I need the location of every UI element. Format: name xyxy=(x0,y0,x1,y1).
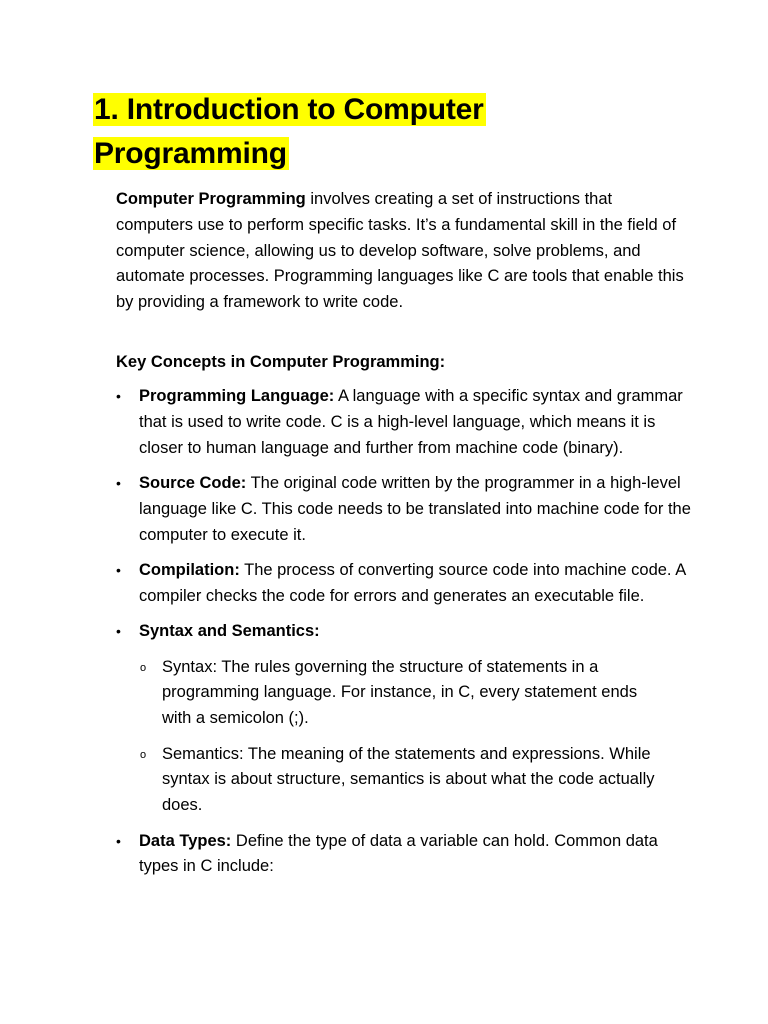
concept-term: Source Code: xyxy=(139,473,247,492)
concept-term: Programming Language: xyxy=(139,387,335,405)
sub-list-item: o Semantics: The meaning of the statements and expressions. While syntax is about structure, semantics is about what the code actually does. xyxy=(162,742,669,819)
intro-term: Computer Programming xyxy=(116,190,306,208)
concept-text: Define the type of data a variable can hold. Common data types in C include: xyxy=(139,831,658,876)
heading-line-1: 1. Introduction to Computer xyxy=(94,93,484,126)
list-item xyxy=(116,384,692,461)
intro-text: involves creating a set of instructions that computers use to perform specific tasks. It’s a fundamental skill in the field of computer science, allowing us to develop software, solve problems, and automate processes. Programming languages like C are tools that enable this by providing a framework to write code. xyxy=(116,190,684,312)
intro-paragraph xyxy=(116,187,692,316)
section-heading xyxy=(93,88,653,176)
list-item xyxy=(116,558,692,610)
concept-text: A language with a specific syntax and grammar that is used to write code. C is a high-level language, which means it is closer to human language and further from machine code (binary). xyxy=(139,387,683,457)
sub-list xyxy=(116,655,669,819)
heading-line-2: Programming xyxy=(94,137,287,170)
list-item xyxy=(116,829,692,881)
sub-list-item: o Syntax: The rules governing the structure of statements in a programming language. For instance, in C, every statement ends with a semicolon (;). xyxy=(162,655,669,732)
concept-term: Compilation: xyxy=(139,560,240,579)
concept-term: Syntax and Semantics: xyxy=(139,622,320,641)
list-item xyxy=(116,471,692,548)
concepts-list xyxy=(116,384,692,890)
list-item xyxy=(116,619,692,819)
concept-text: The original code written by the programmer in a high-level language like C. This code needs to be translated into machine code for the computer to execute it. xyxy=(139,473,691,544)
concept-term: Data Types: xyxy=(139,831,232,850)
key-concepts-heading: Key Concepts in Computer Programming: xyxy=(116,353,446,371)
concept-text: The process of converting source code into machine code. A compiler checks the code for errors and generates an executable file. xyxy=(139,560,686,605)
